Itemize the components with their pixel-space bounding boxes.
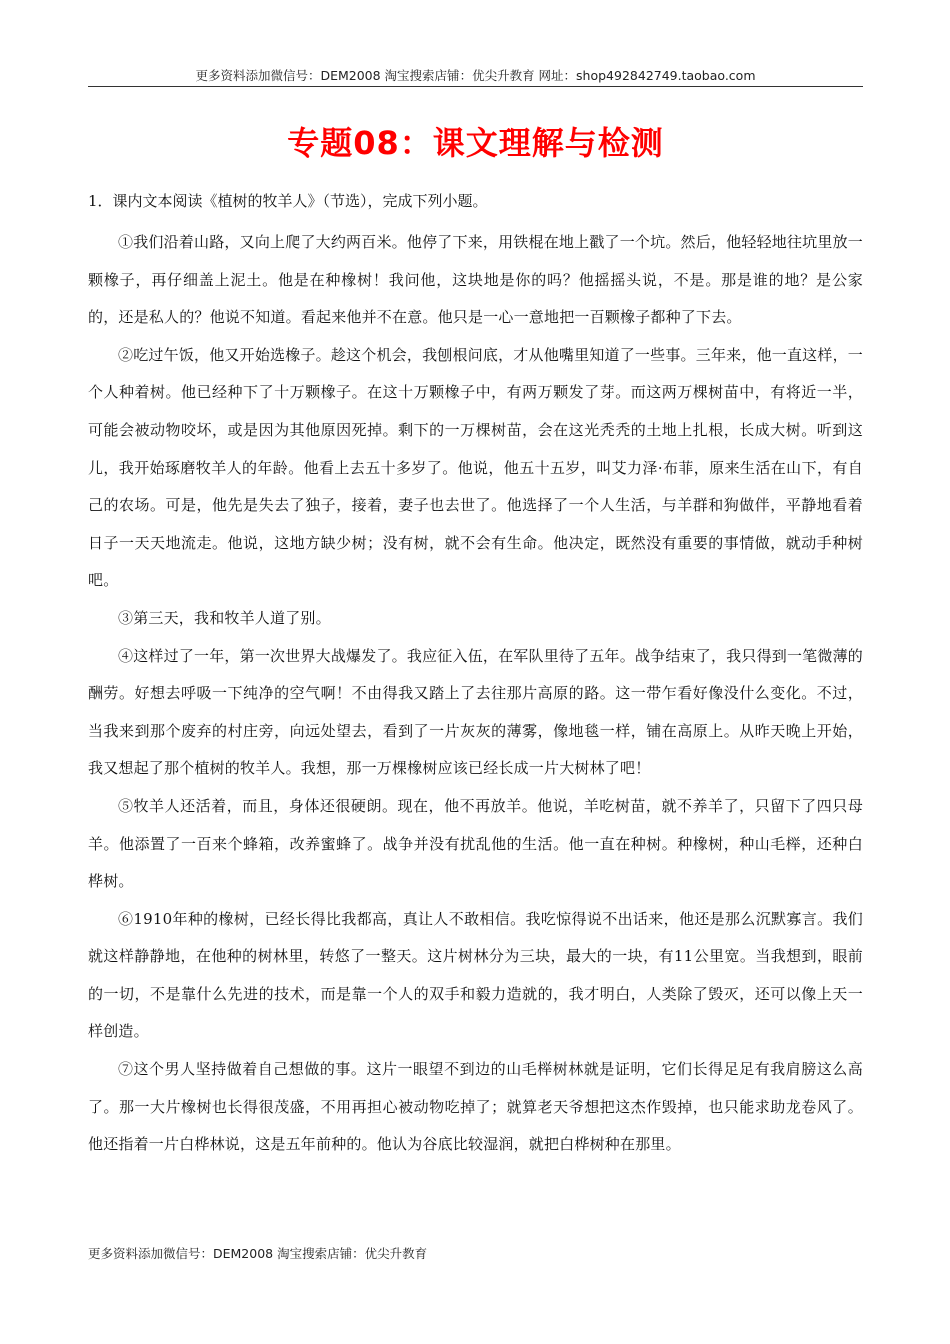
paragraph-6: ⑥1910年种的橡树，已经长得比我都高，真让人不敢相信。我吃惊得说不出话来，他还是那么沉默寡言。我们就这样静静地，在他种的树林里，转悠了一整天。这片树林分为三块，最大的一块，有11公里宽。当我想到，眼前的一切，不是靠什么先进的技术，而是靠一个人的双手和毅力造就的，我才明白，人类除了毁灭，还可以像上天一样创造。: [88, 909, 863, 1041]
header-divider: [88, 86, 863, 87]
paragraph-3: ③第三天，我和牧羊人道了别。: [118, 608, 331, 627]
paragraph-5: ⑤牧羊人还活着，而且，身体还很硬朗。现在，他不再放羊。他说，羊吃树苗，就不养羊了，只留下了四只母羊。他添置了一百来个蜂箱，改养蜜蜂了。战争并没有扰乱他的生活。他一直在种树。种橡树，种山毛榉，还种白桦树。: [88, 796, 863, 891]
paragraph-7: ⑦这个男人坚持做着自己想做的事。这片一眼望不到边的山毛榉树林就是证明，它们长得足足有我肩膀这么高了。那一大片橡树也长得很茂盛，不用再担心被动物吃掉了；就算老天爷想把这杰作毁掉，也只能求助龙卷风了。他还指着一片白桦林说，这是五年前种的。他认为谷底比较湿润，就把白桦树种在那里。: [88, 1060, 863, 1154]
page-footer: 更多资料添加微信号：DEM2008 淘宝搜索店铺：优尖升教育: [88, 1246, 428, 1261]
page-title: 专题08：课文理解与检测: [287, 124, 664, 162]
page-header: 更多资料添加微信号：DEM2008 淘宝搜索店铺：优尖升教育 网址：shop492842749.taobao.com: [195, 68, 756, 83]
paragraph-2: ②吃过午饭，他又开始选橡子。趁这个机会，我刨根问底，才从他嘴里知道了一些事。三年来，他一直这样，一个人种着树。他已经种下了十万颗橡子。在这十万颗橡子中，有两万颗发了芽。而这两万棵树苗中，有将近一半，可能会被动物咬坏，或是因为其他原因死掉。剩下的一万棵树苗，会在这光秃秃的土地上扎根，长成大树。听到这儿，我开始琢磨牧羊人的年龄。他看上去五十多岁了。他说，他五十五岁，叫艾力泽·布菲，原来生活在山下，有自己的农场。可是，他先是失去了独子，接着，妻子也去世了。他选择了一个人生活，与羊群和狗做伴，平静地看着日子一天天地流走。他说，这地方缺少树；没有树，就不会有生命。他决定，既然没有重要的事情做，就动手种树吧。: [88, 345, 863, 590]
paragraph-1: ①我们沿着山路，又向上爬了大约两百米。他停了下来，用铁棍在地上戳了一个坑。然后，他轻轻地往坑里放一颗橡子，再仔细盖上泥土。他是在种橡树！我问他，这块地是你的吗？他摇摇头说，不是。那是谁的地？是公家的，还是私人的？他说不知道。看起来他并不在意。他只是一心一意地把一百颗橡子都种了下去。: [88, 233, 863, 327]
paragraph-4: ④这样过了一年，第一次世界大战爆发了。我应征入伍，在军队里待了五年。战争结束了，我只得到一笔微薄的酬劳。好想去呼吸一下纯净的空气啊！不由得我又踏上了去往那片高原的路。这一带乍看好像没什么变化。不过，当我来到那个废弃的村庄旁，向远处望去，看到了一片灰灰的薄雾，像地毯一样，铺在高原上。从昨天晚上开始，我又想起了那个植树的牧羊人。我想，那一万棵橡树应该已经长成一片大树林了吧！: [88, 646, 863, 778]
question-prompt: 1．课内文本阅读《植树的牧羊人》（节选），完成下列小题。: [88, 192, 488, 210]
document-body: [88, 189, 863, 1164]
